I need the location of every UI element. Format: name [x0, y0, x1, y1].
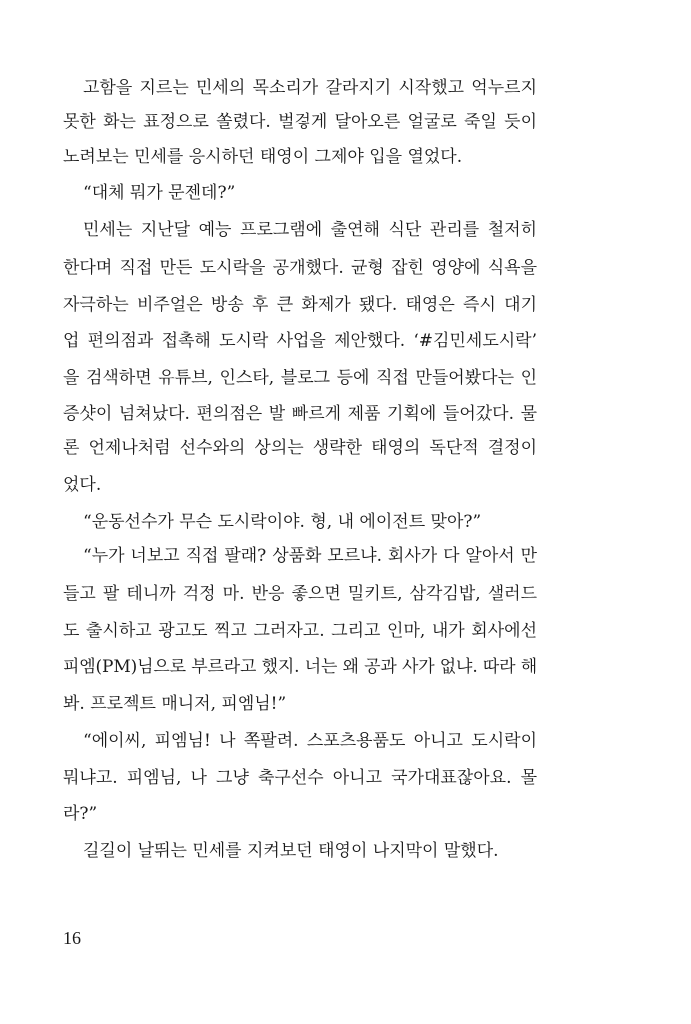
text-line: 업 편의점과 접촉해 도시락 사업을 제안했다. ‘#김민세도시락’: [63, 331, 537, 351]
text-line: 길길이 날뛰는 민세를 지켜보던 태영이 나지막이 말했다.: [83, 841, 499, 861]
text-line: 도 출시하고 광고도 찍고 그러자고. 그리고 인마, 내가 회사에선: [63, 621, 537, 641]
text-line: 피엠(PM)님으로 부르라고 했지. 너는 왜 공과 사가 없냐. 따라 해: [63, 657, 537, 677]
text-line: “운동선수가 무슨 도시락이야. 형, 내 에이전트 맞아?”: [83, 512, 482, 532]
text-line: 못한 화는 표정으로 쏠렸다. 벌겋게 달아오른 얼굴로 죽일 듯이: [63, 112, 537, 132]
text-line: 노려보는 민세를 응시하던 태영이 그제야 입을 열었다.: [63, 147, 463, 167]
text-line: 증샷이 넘쳐났다. 편의점은 발 빠르게 제품 기획에 들어갔다. 물: [63, 404, 537, 424]
text-line: 자극하는 비주얼은 방송 후 큰 화제가 됐다. 태영은 즉시 대기: [63, 295, 537, 315]
text-line: 라?”: [63, 804, 98, 824]
text-line: 론 언제나처럼 선수와의 상의는 생략한 태영의 독단적 결정이: [63, 438, 537, 458]
text-line: 뭐냐고. 피엠님, 나 그냥 축구선수 아니고 국가대표잖아요. 몰: [63, 768, 537, 788]
text-line: 을 검색하면 유튜브, 인스타, 블로그 등에 직접 만들어봤다는 인: [63, 368, 537, 388]
text-line: 었다.: [63, 475, 102, 495]
text-line: 민세는 지난달 예능 프로그램에 출연해 식단 관리를 철저히: [83, 220, 537, 240]
text-line: “누가 너보고 직접 팔래? 상품화 모르냐. 회사가 다 알아서 만: [83, 546, 537, 566]
text-line: 봐. 프로젝트 매니저, 피엠님!”: [63, 694, 287, 714]
text-line: 고함을 지르는 민세의 목소리가 갈라지기 시작했고 억누르지: [83, 78, 537, 98]
text-line: 들고 팔 테니까 걱정 마. 반응 좋으면 밀키트, 삼각김밥, 샐러드: [63, 584, 537, 604]
text-line: “에이씨, 피엠님! 나 쪽팔려. 스포츠용품도 아니고 도시락이: [83, 731, 537, 751]
text-line: 한다며 직접 만든 도시락을 공개했다. 균형 잡힌 영양에 식욕을: [63, 258, 537, 278]
text-line: “대체 뭐가 문젠데?”: [83, 183, 236, 203]
page-number: 16: [63, 928, 81, 948]
